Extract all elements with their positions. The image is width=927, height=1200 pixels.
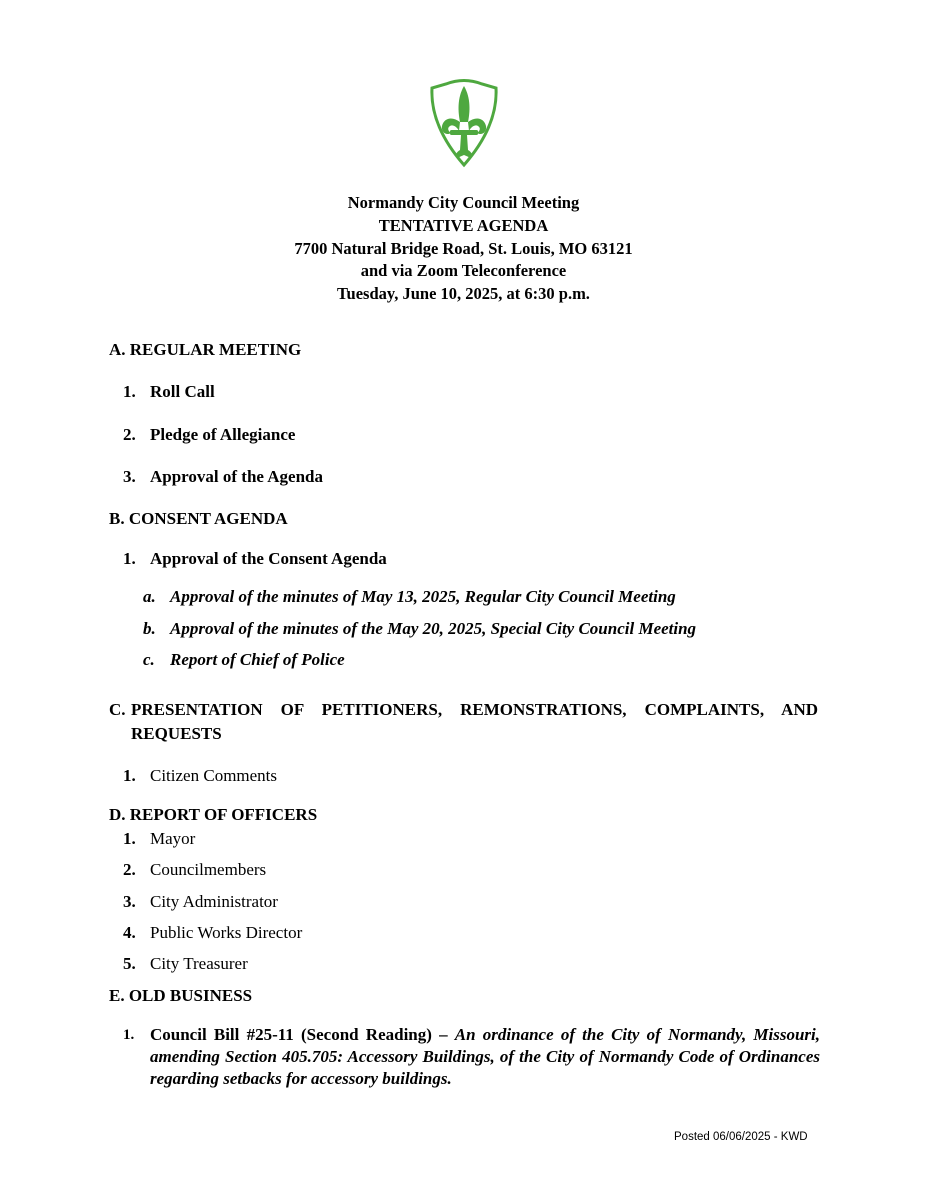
sub-item <box>143 650 345 670</box>
item-label: Roll Call <box>150 382 215 401</box>
item-label: Pledge of Allegiance <box>150 425 296 444</box>
item-label: Mayor <box>150 829 196 848</box>
sub-item-label: Report of Chief of Police <box>170 650 345 669</box>
header-date: Tuesday, June 10, 2025, at 6:30 p.m. <box>337 284 590 304</box>
item-number: 2. <box>123 860 136 879</box>
list-item <box>123 425 295 445</box>
item-label: Approval of the Consent Agenda <box>150 549 387 568</box>
section-a-title: A. REGULAR MEETING <box>109 340 302 359</box>
header-address: 7700 Natural Bridge Road, St. Louis, MO 63121 <box>294 238 633 258</box>
section-c-title-line2: REQUESTS <box>131 724 222 743</box>
sub-item-label: Approval of the minutes of the May 20, 2025, Special City Council Meeting <box>170 619 697 638</box>
list-item <box>123 954 248 974</box>
header-title: Normandy City Council Meeting <box>347 193 580 212</box>
council-bill-title: Council Bill #25-11 (Second Reading) – <box>150 1025 455 1044</box>
sub-item <box>143 587 676 607</box>
list-item <box>123 829 195 849</box>
item-number: 2. <box>123 425 136 444</box>
sub-item-label: Approval of the minutes of May 13, 2025, Regular City Council Meeting <box>170 587 676 606</box>
item-label: Citizen Comments <box>150 766 278 785</box>
item-number: 3. <box>123 467 136 486</box>
council-bill-description: An ordinance of the City of Normandy, Missouri, amending Section 405.705: Accessory Buildings, of the City of Normandy Code of Ordinances regarding setbacks for accessory buildings. <box>150 1025 820 1088</box>
council-bill <box>150 1024 820 1090</box>
item-label: Public Works Director <box>150 923 303 942</box>
sub-item-letter: a. <box>143 587 156 606</box>
item-label: Approval of the Agenda <box>150 467 324 486</box>
list-item <box>123 892 278 912</box>
list-item <box>123 923 302 943</box>
list-item <box>123 549 387 569</box>
list-item <box>123 382 215 402</box>
meeting-header <box>0 192 927 306</box>
item-number: 1. <box>123 766 136 785</box>
sub-item-letter: b. <box>143 619 156 638</box>
item-number: 1. <box>123 829 136 848</box>
item-number: 1. <box>123 1027 135 1043</box>
sub-item-letter: c. <box>143 650 155 669</box>
item-number: 4. <box>123 923 136 942</box>
list-item <box>123 766 277 786</box>
fleur-de-lis-shield-icon <box>426 78 502 168</box>
item-label: City Administrator <box>150 892 278 911</box>
section-b-title: B. CONSENT AGENDA <box>109 509 288 528</box>
item-number: 1. <box>123 549 136 568</box>
posted-date: Posted 06/06/2025 - KWD <box>674 1131 808 1143</box>
list-item <box>123 1024 820 1090</box>
list-item <box>123 467 323 487</box>
header-zoom: and via Zoom Teleconference <box>360 261 567 281</box>
section-c-title-line1: PRESENTATION OF PETITIONERS, REMONSTRATIONS, COMPLAINTS, AND <box>131 700 818 719</box>
item-number: 3. <box>123 892 136 911</box>
item-label: Councilmembers <box>150 860 267 879</box>
item-label: City Treasurer <box>150 954 248 973</box>
header-subtitle: TENTATIVE AGENDA <box>378 215 549 235</box>
section-c-title <box>109 698 818 746</box>
section-e-title: E. OLD BUSINESS <box>109 986 253 1005</box>
section-d-title: D. REPORT OF OFFICERS <box>109 805 318 824</box>
section-c-letter: C. <box>109 700 126 719</box>
list-item <box>123 860 266 880</box>
sub-item <box>143 619 696 639</box>
item-number: 5. <box>123 954 136 973</box>
item-number: 1. <box>123 382 136 401</box>
